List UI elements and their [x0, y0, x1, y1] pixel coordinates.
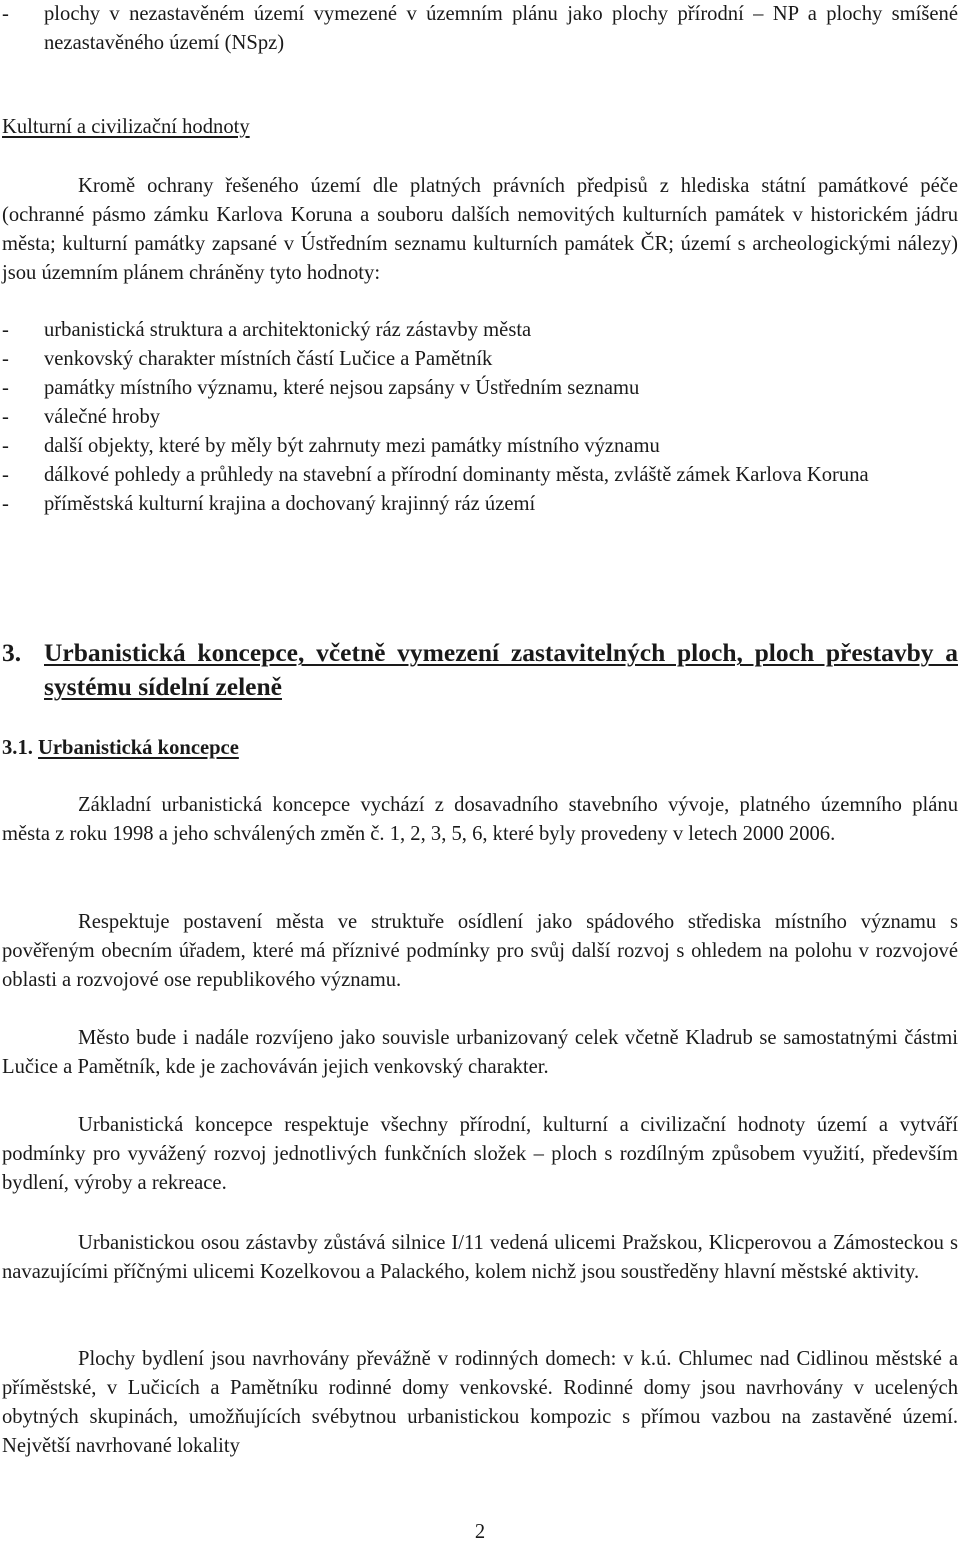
- paragraph-block-5: [2, 1229, 958, 1287]
- section-heading-cultural: Kulturní a civilizační hodnoty: [2, 116, 250, 138]
- paragraph-block-6: [2, 1345, 958, 1461]
- list-item-text: válečné hroby: [44, 406, 161, 428]
- page-number: 2: [474, 1521, 486, 1543]
- list-item-text: venkovský charakter místních částí Lučice a Pamětník: [44, 348, 493, 370]
- list-item: [2, 403, 958, 432]
- paragraph-block-3: [2, 1024, 958, 1082]
- list-item-text: příměstská kulturní krajina a dochovaný krajinný ráz území: [44, 493, 536, 515]
- paragraph-block-1: [2, 791, 958, 849]
- list-item-text: památky místního významu, které nejsou zapsány v Ústředním seznamu: [44, 377, 640, 399]
- cultural-intro-block: [2, 172, 958, 288]
- section-3-heading: [2, 636, 958, 704]
- paragraph: Město bude i nadále rozvíjeno jako souvisle urbanizovaný celek včetně Kladrub se samostatnými částmi Lučice a Pamětník, kde je zachováván jejich venkovský charakter.: [2, 1027, 958, 1078]
- list-item: [2, 461, 958, 490]
- section-3-number: 3.: [2, 638, 22, 667]
- list-dash: -: [2, 435, 9, 457]
- paragraph-cultural-intro: Kromě ochrany řešeného území dle platných právních předpisů z hlediska státní památkové péče (ochranné pásmo zámku Karlova Koruna a souboru dalších nemovitých kulturních památek v historickém jádru města; kulturní památky zapsané v Ústředním seznamu kulturních památek ČR; území s archeologickými nálezy) jsou územním plánem chráněny tyto hodnoty:: [2, 175, 958, 284]
- list-dash: -: [2, 348, 9, 370]
- list-item-text: plochy v nezastavěném území vymezené v územním plánu jako plochy přírodní – NP a plochy smíšené nezastavěného území (NSpz): [44, 3, 958, 54]
- list-dash: -: [2, 377, 9, 399]
- list-item: [2, 345, 958, 374]
- section-3-1-number: 3.1.: [2, 737, 33, 759]
- list-item-text: další objekty, které by měly být zahrnuty mezi památky místního významu: [44, 435, 660, 457]
- paragraph: Základní urbanistická koncepce vychází z dosavadního stavebního vývoje, platného územního plánu města z roku 1998 a jeho schválených změn č. 1, 2, 3, 5, 6, které byly provedeny v letech 2000 2006.: [2, 794, 958, 845]
- paragraph-block-4: [2, 1111, 958, 1198]
- list-dash: -: [2, 464, 9, 486]
- paragraph: Plochy bydlení jsou navrhovány převážně v rodinných domech: v k.ú. Chlumec nad Cidlinou městské a příměstské, v Lučicích a Pamětníku rodinné domy venkovské. Rodinné domy jsou navrhovány v ucelených obytných skupinách, umožňujících svébytnou urbanistickou kompozic s přímou vazbou na zastavěné území. Největší navrhované lokality: [2, 1348, 958, 1457]
- values-list: [2, 316, 958, 519]
- list-item: [2, 490, 958, 519]
- section-3-1-heading: [2, 734, 958, 763]
- list-item: [2, 374, 958, 403]
- list-item-text: urbanistická struktura a architektonický ráz zástavby města: [44, 319, 532, 341]
- section-3-1-title: Urbanistická koncepce: [38, 737, 239, 759]
- list-dash: -: [2, 3, 9, 25]
- section-3-1-block: [2, 734, 958, 763]
- cultural-heading-block: [2, 113, 958, 142]
- list-item: [2, 432, 958, 461]
- paragraph: Urbanistickou osou zástavby zůstává silnice I/11 vedená ulicemi Pražskou, Klicperovou a Zámosteckou s navazujícími příčnými ulicemi Kozelkovou a Palackého, kolem nichž jsou soustředěny hlavní městské aktivity.: [2, 1232, 958, 1283]
- paragraph: Respektuje postavení města ve struktuře osídlení jako spádového střediska místního významu s pověřeným obecním úřadem, které má příznivé podmínky pro svůj další rozvoj s ohledem na polohu v rozvojové oblasti a rozvojové ose republikového významu.: [2, 911, 958, 991]
- section-3-block: [2, 636, 958, 704]
- list-dash: -: [2, 406, 9, 428]
- section-3-title: Urbanistická koncepce, včetně vymezení zastavitelných ploch, ploch přestavby a systému sídelní zeleně: [44, 638, 958, 701]
- list-item: [2, 0, 958, 58]
- paragraph: Urbanistická koncepce respektuje všechny přírodní, kulturní a civilizační hodnoty území a vytváří podmínky pro vyvážený rozvoj jednotlivých funkčních složek – ploch s rozdílným způsobem využití, především bydlení, výroby a rekreace.: [2, 1114, 958, 1194]
- list-item-text: dálkové pohledy a průhledy na stavební a přírodní dominanty města, zvláště zámek Karlova Koruna: [44, 464, 869, 486]
- list-dash: -: [2, 493, 9, 515]
- list-item: [2, 316, 958, 345]
- paragraph-block-2: [2, 908, 958, 995]
- list-dash: -: [2, 319, 9, 341]
- top-list: [2, 0, 958, 58]
